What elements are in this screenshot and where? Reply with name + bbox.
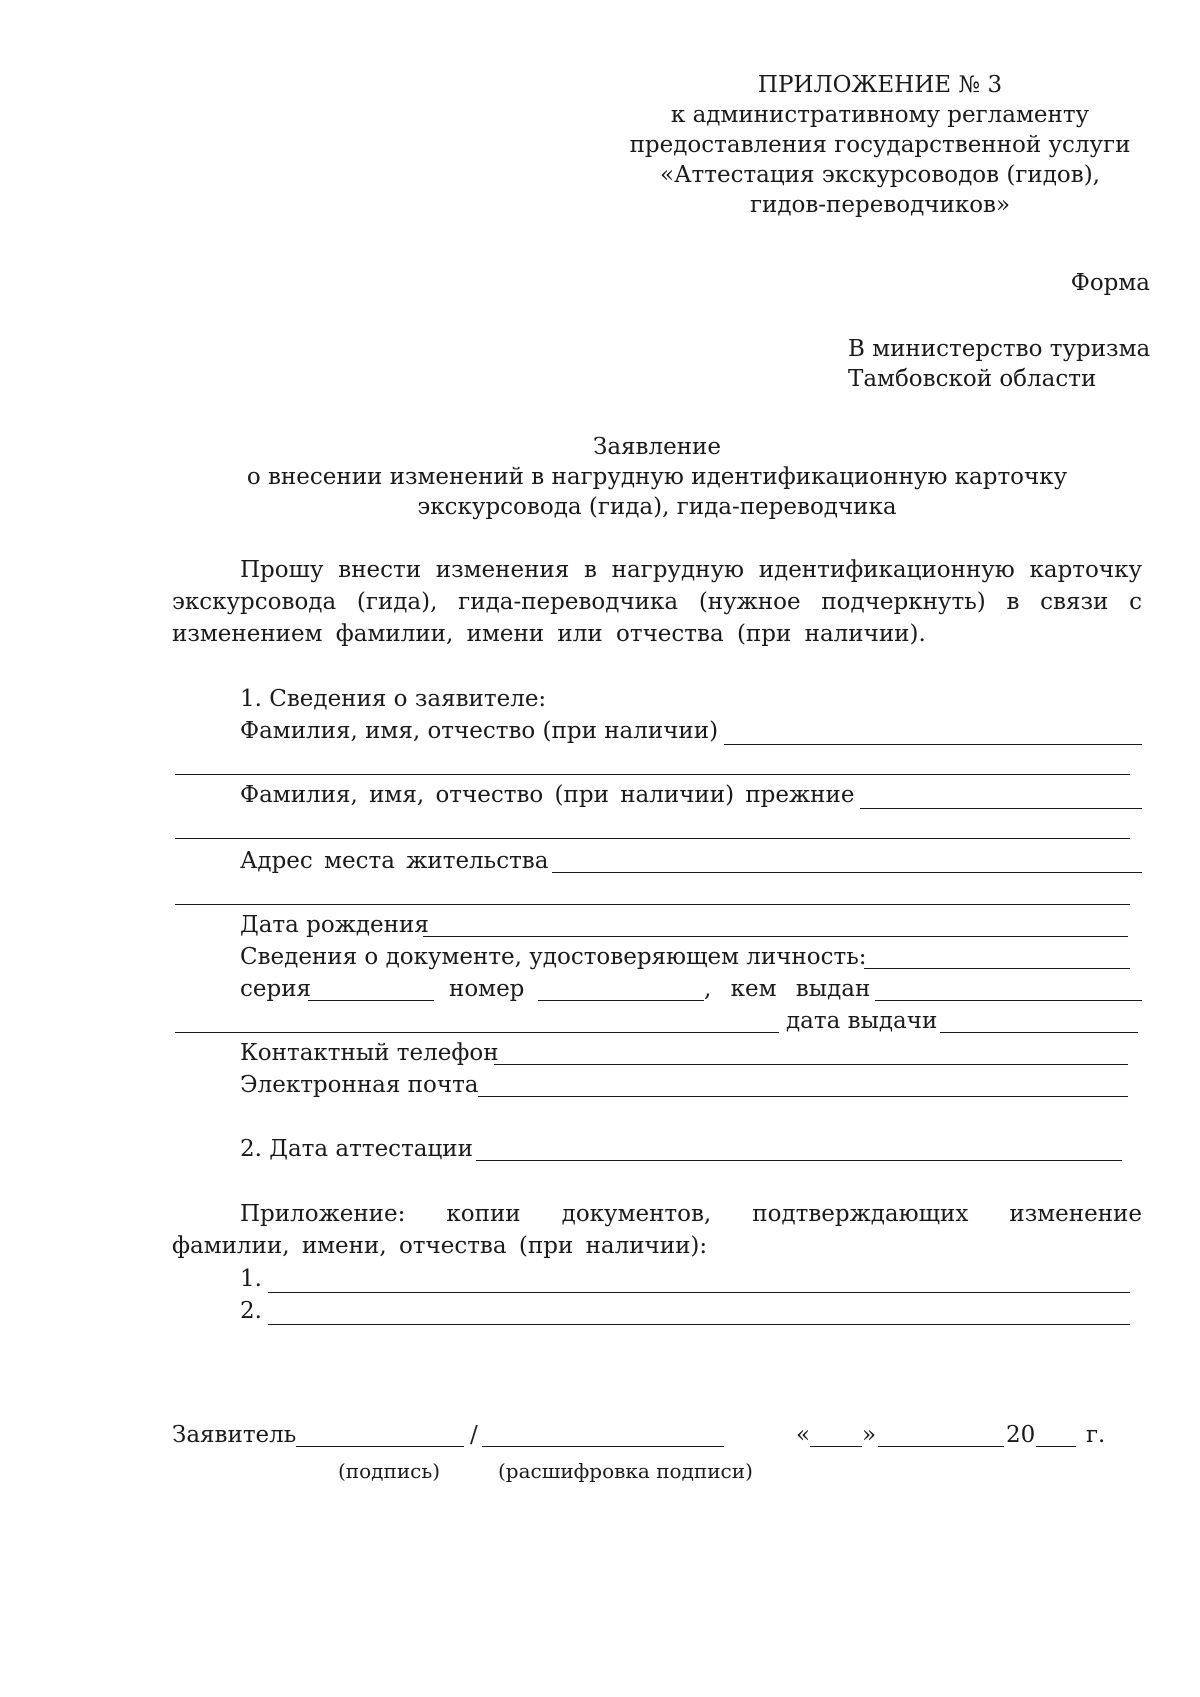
email-label: Электронная почта bbox=[240, 1072, 479, 1098]
full-name-line-2[interactable] bbox=[175, 774, 1130, 775]
series-line[interactable] bbox=[308, 1000, 434, 1001]
title-line-3: экскурсовода (гида), гида-переводчика bbox=[417, 494, 897, 520]
issue-date-line[interactable] bbox=[940, 1032, 1138, 1033]
day-line[interactable] bbox=[810, 1446, 862, 1447]
issued-by-label: , кем выдан bbox=[704, 976, 871, 1002]
id-document-line[interactable] bbox=[864, 968, 1130, 969]
full-name-line[interactable] bbox=[724, 744, 1142, 745]
day-quote-open: « bbox=[796, 1422, 811, 1448]
number-label: номер bbox=[449, 976, 525, 1002]
appendix-line-2: к административному регламенту bbox=[670, 102, 1090, 128]
year-prefix: 20 bbox=[1006, 1422, 1036, 1448]
attachment-item-2-number: 2. bbox=[240, 1298, 262, 1324]
signature-caption: (подпись) bbox=[338, 1459, 441, 1483]
attachment-item-1-number: 1. bbox=[240, 1266, 262, 1292]
signature-decoding-caption: (расшифровка подписи) bbox=[498, 1459, 753, 1483]
number-line[interactable] bbox=[538, 1000, 704, 1001]
attestation-date-line[interactable] bbox=[476, 1160, 1122, 1161]
previous-name-line-2[interactable] bbox=[175, 838, 1130, 839]
applicant-label: Заявитель bbox=[172, 1422, 297, 1448]
title-line-1: Заявление bbox=[593, 434, 721, 460]
document-title bbox=[172, 432, 1142, 522]
issued-by-line[interactable] bbox=[875, 1000, 1142, 1001]
full-name-label: Фамилия, имя, отчество (при наличии) bbox=[240, 718, 719, 744]
series-label: серия bbox=[240, 976, 312, 1002]
attachment-item-1-line[interactable] bbox=[268, 1292, 1130, 1293]
phone-line[interactable] bbox=[494, 1064, 1128, 1065]
signature-decoding-line[interactable] bbox=[482, 1446, 724, 1447]
addressee bbox=[848, 334, 1150, 394]
phone-label: Контактный телефон bbox=[240, 1040, 499, 1066]
issue-date-label: дата выдачи bbox=[786, 1008, 938, 1034]
previous-name-line[interactable] bbox=[860, 808, 1142, 809]
addressee-line-2: Тамбовской области bbox=[848, 366, 1097, 392]
appendix-number: ПРИЛОЖЕНИЕ № 3 bbox=[757, 72, 1003, 98]
signature-line[interactable] bbox=[296, 1446, 464, 1447]
previous-name-label: Фамилия, имя, отчество (при наличии) прежние bbox=[240, 782, 855, 808]
day-quote-close: » bbox=[862, 1422, 877, 1448]
attachment-paragraph: Приложение: копии документов, подтверждающих изменение фамилии, имени, отчества (при наличии): bbox=[172, 1201, 1142, 1259]
birth-date-label: Дата рождения bbox=[240, 912, 429, 938]
email-line[interactable] bbox=[478, 1096, 1128, 1097]
year-suffix: г. bbox=[1086, 1422, 1106, 1448]
section-1-heading: 1. Сведения о заявителе: bbox=[240, 686, 547, 712]
appendix-line-4: «Аттестация экскурсоводов (гидов), bbox=[660, 162, 1100, 188]
title-line-2: о внесении изменений в нагрудную идентификационную карточку bbox=[246, 464, 1068, 490]
appendix-header bbox=[600, 70, 1160, 220]
issued-by-line-2[interactable] bbox=[175, 1032, 779, 1033]
signature-slash: / bbox=[470, 1422, 478, 1448]
id-document-label: Сведения о документе, удостоверяющем личность: bbox=[240, 944, 867, 970]
attachment-item-2-line[interactable] bbox=[268, 1324, 1130, 1325]
request-paragraph: Прошу внести изменения в нагрудную идентификационную карточку экскурсовода (гида), гида-переводчика (нужное подчеркнуть) в связи с изменением фамилии, имени или отчества (при наличии). bbox=[172, 557, 1142, 647]
address-line-2[interactable] bbox=[175, 904, 1130, 905]
appendix-line-3: предоставления государственной услуги bbox=[629, 132, 1131, 158]
address-label: Адрес места жительства bbox=[240, 848, 549, 874]
address-line[interactable] bbox=[552, 872, 1142, 873]
attestation-date-label: 2. Дата аттестации bbox=[240, 1136, 473, 1162]
year-line[interactable] bbox=[1036, 1446, 1076, 1447]
addressee-line-1: В министерство туризма bbox=[848, 336, 1151, 362]
form-label: Форма bbox=[1070, 270, 1150, 296]
appendix-line-5: гидов-переводчиков» bbox=[749, 192, 1011, 218]
birth-date-line[interactable] bbox=[423, 936, 1128, 937]
month-line[interactable] bbox=[878, 1446, 1004, 1447]
